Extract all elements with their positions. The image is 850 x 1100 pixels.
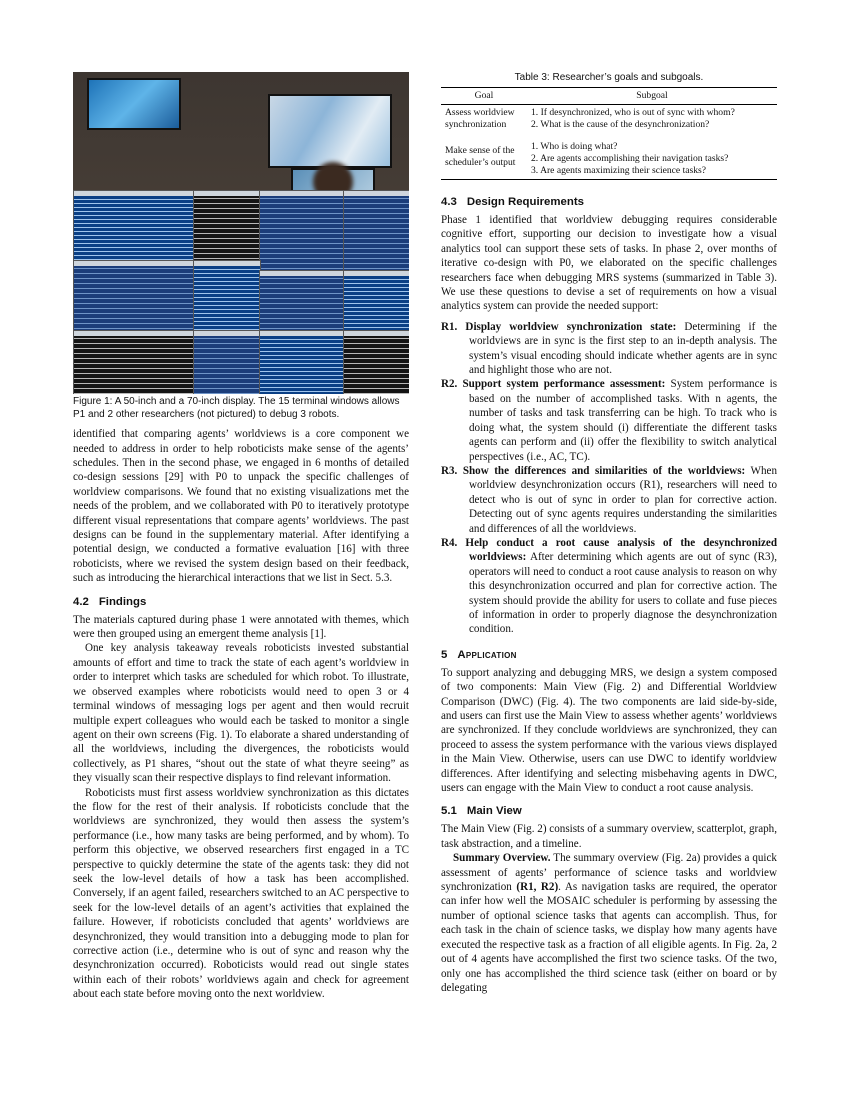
figure-1-photo	[73, 72, 409, 394]
section-4-3-heading: 4.3 Design Requirements	[441, 196, 584, 208]
design-requirements-intro: Phase 1 identified that worldview debugging requires considerable cognitive effort, supporting our decision to investigate how a visual analytics tool can support these sets of tasks. In phase 2, over months of iterative co-design with P0, we elaborated on the specific challenges researchers face when debugging MRS systems (summarized in Table 3). We use these questions to devise a set of requirements on how a visual analytics system can provide the needed support:	[441, 214, 777, 313]
requirement-r4: R4. Help conduct a root cause analysis of the desynchronized worldviews: After determining which agents are out of sync (R3), operators will need to conduct a root cause analysis to reason on why this desynchronization occurred and plan for corrective action. The system should provide the ability for users to collate and fuse pieces of information in order to properly diagnose the desynchronization condition.	[441, 536, 777, 636]
requirement-r1: R1. Display worldview synchronization state: Determining if the worldviews are in sync is the first step to an in-depth analysis. The system’s visual encoding should indicate whether agents are in sync and highlight those who are not.	[441, 320, 777, 377]
terminal-window	[73, 330, 195, 394]
application-paragraph: To support analyzing and debugging MRS, we design a system composed of two components: Main View (Fig. 2) and Differential Worldview Comparison (DWC) (Fig. 4). The two components are laid side-by-side, and users can first use the Main View to assess whether agents’ worldviews are synchronized. If they conclude worldviews are synchronized, they can proceed to assess the system performance with the various views displayed in the Main View. Otherwise, users can use DWC to identify worldview differences. After identifying and selecting misbehaving agents in DWC, users can engage with the Main View to conduct a root cause analysis.	[441, 666, 777, 795]
terminal-window	[259, 270, 345, 332]
terminal-window	[73, 260, 195, 332]
display-50-inch	[87, 78, 181, 130]
goal-cell: Make sense of the scheduler’s output	[441, 133, 527, 180]
main-view-paragraph-1: The Main View (Fig. 2) consists of a summary overview, scatterplot, graph, task abstraction, and a timeline.	[441, 823, 777, 850]
goal-cell: Assess worldview synchronization	[445, 107, 515, 130]
findings-paragraph-3: Roboticists must first assess worldview synchronization as this dictates the flow for the rest of their analysis. If roboticists conclude that the worldviews are synchronized, they would then assess the system’s performance (i.e., how many tasks are being performed, and by whom). To perform this objective, we observed researchers first engaged in a TC perspective to quickly determine the state of the agents task: they did not seek the low-level details of how a task has been accomplished. Conversely, if an agent failed, researchers switched to an AC perspective to seek for the low-level details of an agent’s activities that explained the failure. However, if roboticists concluded that agents’ worldviews are desynchronized, they would transition into a debugging mode to plan for corrective action (i.e., determine who is out of sync and reason why the desynchronization occurred). Roboticists would read out single states within each of their robots’ worldviews again and check for agreement about each state before moving onto the next worldview.	[73, 786, 409, 1001]
terminal-window	[343, 330, 409, 394]
section-5-1-heading: 5.1 Main View	[441, 805, 522, 818]
terminal-window	[259, 330, 345, 394]
left-intro-paragraph: identified that comparing agents’ worldviews is a core component we needed to address in order to help roboticists make sense of the agents’ schedules. Then in the second phase, we engaged in 6 months of detailed co-design sessions [29] with P0 to unpack the specific challenges of worldview comparisons. We found that no existing visualizations met the needs of the problem, and we collaborated with P0 to iteratively prototype different visual representations that compare agents’ worldviews. The past designs can be found in the supplementary material. After identifying a potential design, we conducted a formative evaluation [16] with three roboticists, where we revised the system design based on their feedback, such as introducing the hierarchical interactions that we list in Sect. 5.3.	[73, 428, 409, 585]
subgoal-item: 2. Are agents accomplishing their navigation tasks?	[531, 153, 729, 164]
subgoal-item: 1. If desynchronized, who is out of sync with whom?	[531, 107, 735, 118]
display-70-inch	[268, 94, 392, 168]
subgoal-cell	[527, 105, 777, 134]
findings-paragraph-1: The materials captured during phase 1 were annotated with themes, which were then grouped using an emergent theme analysis [1].	[73, 613, 409, 641]
terminal-window	[343, 190, 409, 272]
findings-paragraph-2: One key analysis takeaway reveals roboticists invested substantial amounts of effort and time to track the state of each agent’s worldview in order to interpret which tasks are scheduled for which robot. To illustrate, we observed examples where roboticists would need to open 3 or 4 terminal windows of messaging logs per agent and then would recruit multiple expert colleagues who would each be tasked to monitor a single agent on their own screens (Fig. 1). To elaborate a shared understanding of all the worldviews, including the divergences, the roboticists would collectively, as P1 shares, “shout out the state of what theyre seeing” as they visually scan their respective displays to find relevant information.	[73, 642, 409, 785]
section-5-heading: 5 Application	[441, 648, 517, 661]
requirement-r3: R3. Show the differences and similarities of the worldviews: When worldview desynchronization occurs (R1), researchers will need to detect who is out of sync in order to plan for corrective action. Detecting out of sync agents requires understanding the similarities and differences of all the worldviews.	[441, 464, 777, 535]
right-column	[441, 72, 777, 995]
requirement-r2: R2. Support system performance assessment: System performance is based on the number of accomplished tasks. With n agents, the number of tasks and task transferring can be high. To track who is doing what, the system should (i) differentiate the different tasks agents can perform and (ii) offer the flexibility to switch analytical perspectives (i.e., AC, TC).	[441, 378, 778, 463]
terminal-window	[193, 330, 261, 394]
table-3	[441, 87, 777, 180]
subgoal-item: 1. Who is doing what?	[531, 141, 618, 152]
table-3-caption: Table 3: Researcher’s goals and subgoals.	[514, 72, 704, 83]
table-header-row	[441, 88, 777, 105]
terminal-window	[343, 270, 409, 332]
subgoal-item: 3. Are agents maximizing their science tasks?	[531, 165, 707, 176]
table-header-goal: Goal	[441, 88, 527, 105]
left-column	[73, 72, 409, 1002]
terminal-window	[193, 190, 261, 262]
subgoal-item: 2. What is the cause of the desynchronization?	[531, 119, 710, 130]
section-4-2-heading: 4.2 Findings	[73, 595, 147, 608]
subgoal-cell	[527, 133, 777, 180]
table-row	[441, 133, 777, 180]
terminal-window	[193, 260, 261, 332]
figure-1-caption: Figure 1: A 50-inch and a 70-inch display. The 15 terminal windows allows P1 and 2 other researchers (not pictured) to debug 3 robots.	[73, 396, 400, 420]
terminal-window	[73, 190, 195, 262]
table-row	[441, 105, 777, 134]
terminal-window	[259, 190, 345, 272]
main-view-paragraph-2: Summary Overview. The summary overview (Fig. 2a) provides a quick assessment of agents’ performance of science tasks and worldview synchronization (R1, R2). As navigation tasks are required, the operator can infer how well the MOSAIC scheduler is performing by assessing the number of optional science tasks that agents can accomplish. Thus, for each task in the chain of science tasks, we display how many agents have executed the respective task as a fraction of all eligible agents. In Fig. 2a, 2 out of 4 agents have accomplished the first two science tasks. Of the two, only one has accomplished the third science task (either on board or by delegating	[441, 852, 777, 994]
table-header-subgoal: Subgoal	[527, 88, 777, 105]
